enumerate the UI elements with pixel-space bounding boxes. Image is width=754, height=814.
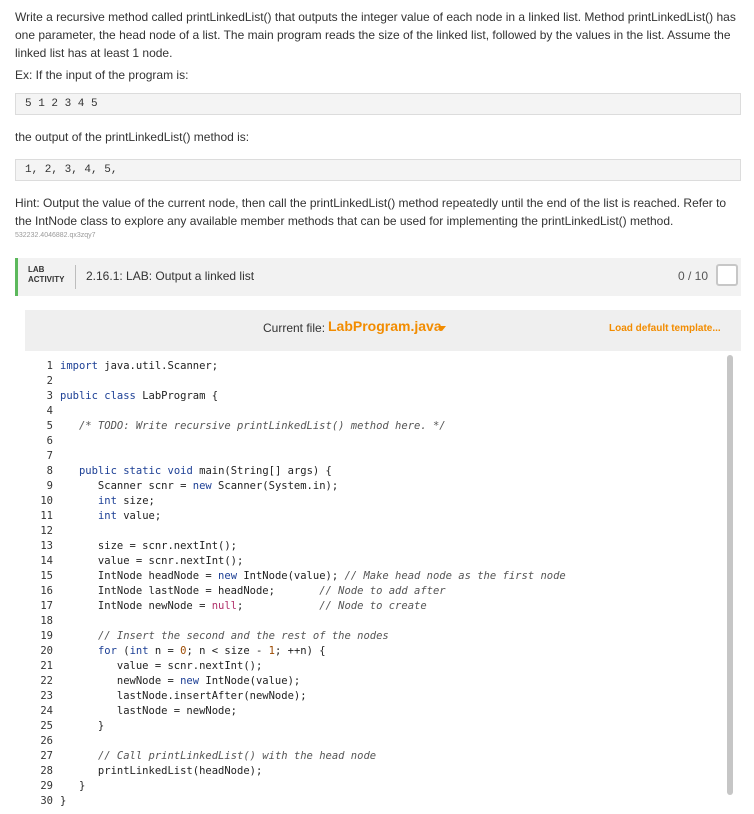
lab-activity-header: [15, 258, 741, 296]
code-text[interactable]: printLinkedList(headNode);: [60, 765, 263, 777]
line-number: 3: [46, 390, 53, 402]
code-line[interactable]: [25, 374, 60, 389]
line-number: 20: [40, 645, 53, 657]
code-text[interactable]: // Call printLinkedList() with the head node: [97, 750, 377, 762]
code-text[interactable]: lastNode.insertAfter(newNode);: [60, 690, 307, 702]
current-file-label: Current file:: [263, 321, 326, 335]
lab-header-divider: [75, 265, 76, 289]
line-number: 21: [40, 660, 53, 672]
line-number: 6: [46, 435, 53, 447]
line-number: 18: [40, 615, 53, 627]
lab-activity-tag: [28, 265, 64, 285]
code-text[interactable]: Scanner scnr = new Scanner(System.in);: [60, 480, 339, 492]
example-input-box: 5 1 2 3 4 5: [15, 93, 741, 115]
problem-description: Write a recursive method called printLinkedList() that outputs the integer value of each node in a linked list. Method printLinkedList() has one parameter, the head node of a list. The main program reads the size of the linked list, followed by the values in the list. Assume the linked list has at least 1 node.: [15, 10, 736, 60]
code-line[interactable]: [25, 644, 326, 659]
line-number: 14: [40, 555, 53, 567]
problem-hash: 532232.4046882.qx3zqy7: [15, 232, 96, 239]
line-number: 2: [46, 375, 53, 387]
line-number: 23: [40, 690, 53, 702]
code-line[interactable]: [25, 599, 427, 614]
code-line[interactable]: [25, 749, 376, 764]
code-text[interactable]: }: [60, 720, 105, 732]
output-intro: the output of the printLinkedList() method is:: [15, 130, 250, 144]
line-number: 10: [40, 495, 53, 507]
lab-tag-line1: LAB: [28, 265, 45, 274]
completion-checkbox-icon: [716, 264, 738, 286]
code-line[interactable]: [25, 779, 85, 794]
code-text[interactable]: import java.util.Scanner;: [60, 360, 219, 372]
code-line[interactable]: [25, 584, 446, 599]
code-line[interactable]: [25, 539, 237, 554]
line-number: 29: [40, 780, 53, 792]
code-line[interactable]: [25, 689, 307, 704]
code-text[interactable]: lastNode = newNode;: [60, 705, 238, 717]
code-text[interactable]: size = scnr.nextInt();: [60, 540, 238, 552]
code-line[interactable]: [25, 404, 60, 419]
code-text[interactable]: public class LabProgram {: [60, 390, 219, 402]
code-line[interactable]: [25, 629, 389, 644]
code-line[interactable]: [25, 419, 446, 434]
editor-scrollbar[interactable]: [727, 355, 733, 795]
code-line[interactable]: [25, 554, 243, 569]
code-text[interactable]: // Insert the second and the rest of the nodes: [97, 630, 389, 642]
line-number: 25: [40, 720, 53, 732]
line-number: 4: [46, 405, 53, 417]
line-number: 8: [46, 465, 53, 477]
line-number: 13: [40, 540, 53, 552]
code-line[interactable]: [25, 719, 104, 734]
line-number: 16: [40, 585, 53, 597]
code-text[interactable]: int value;: [97, 510, 162, 522]
load-default-template-link[interactable]: Load default template...: [609, 323, 721, 334]
code-text[interactable]: for (int n = 0; n < size - 1; ++n) {: [97, 645, 326, 657]
code-line[interactable]: [25, 614, 60, 629]
current-file-dropdown[interactable]: LabProgram.java: [328, 318, 442, 334]
code-line[interactable]: [25, 764, 262, 779]
code-line[interactable]: [25, 434, 60, 449]
example-output-box: 1, 2, 3, 4, 5,: [15, 159, 741, 181]
line-number: 30: [40, 795, 53, 807]
code-line[interactable]: [25, 509, 161, 524]
code-line[interactable]: [25, 494, 155, 509]
line-number: 28: [40, 765, 53, 777]
code-line[interactable]: [25, 389, 218, 404]
example-intro: Ex: If the input of the program is:: [15, 68, 189, 82]
code-text[interactable]: int size;: [97, 495, 155, 507]
line-number: 11: [40, 510, 53, 522]
line-number: 1: [46, 360, 53, 372]
lab-title: 2.16.1: LAB: Output a linked list: [86, 269, 255, 283]
line-number: 15: [40, 570, 53, 582]
code-text[interactable]: value = scnr.nextInt();: [60, 555, 244, 567]
code-text[interactable]: IntNode newNode = null; // Node to create: [60, 600, 427, 612]
chevron-down-icon[interactable]: [438, 326, 446, 331]
code-text[interactable]: IntNode lastNode = headNode; // Node to add after: [60, 585, 446, 597]
code-line[interactable]: [25, 734, 60, 749]
code-line[interactable]: [25, 464, 332, 479]
code-editor-panel: [25, 310, 741, 814]
hint-text: Hint: Output the value of the current node, then call the printLinkedList() method repeatedly until the end of the list is reached. Refer to the IntNode class to explore any available member methods that can be used for implementing the printLinkedList() method.: [15, 196, 727, 228]
line-number: 19: [40, 630, 53, 642]
code-text[interactable]: }: [60, 795, 67, 807]
line-number: 24: [40, 705, 53, 717]
code-line[interactable]: [25, 674, 300, 689]
code-text[interactable]: /* TODO: Write recursive printLinkedList() method here. */: [78, 420, 446, 432]
code-line[interactable]: [25, 659, 262, 674]
code-text[interactable]: public static void main(String[] args) {: [78, 465, 332, 477]
line-number: 26: [40, 735, 53, 747]
line-number: 9: [46, 480, 53, 492]
line-number: 22: [40, 675, 53, 687]
code-text[interactable]: }: [60, 780, 86, 792]
code-line[interactable]: [25, 359, 218, 374]
code-text[interactable]: IntNode headNode = new IntNode(value); // Make head node as the first node: [60, 570, 566, 582]
code-line[interactable]: [25, 569, 566, 584]
lab-tag-line2: ACTIVITY: [28, 275, 65, 284]
lab-score: 0 / 10: [678, 269, 709, 283]
code-line[interactable]: [25, 479, 338, 494]
code-text[interactable]: newNode = new IntNode(value);: [60, 675, 301, 687]
code-line[interactable]: [25, 449, 60, 464]
code-text[interactable]: value = scnr.nextInt();: [60, 660, 263, 672]
code-line[interactable]: [25, 524, 60, 539]
code-line[interactable]: [25, 794, 66, 809]
line-number: 5: [46, 420, 53, 432]
line-number: 12: [40, 525, 53, 537]
code-line[interactable]: [25, 704, 237, 719]
line-number: 27: [40, 750, 53, 762]
code-editor[interactable]: [25, 351, 741, 814]
line-number: 7: [46, 450, 53, 462]
line-number: 17: [40, 600, 53, 612]
